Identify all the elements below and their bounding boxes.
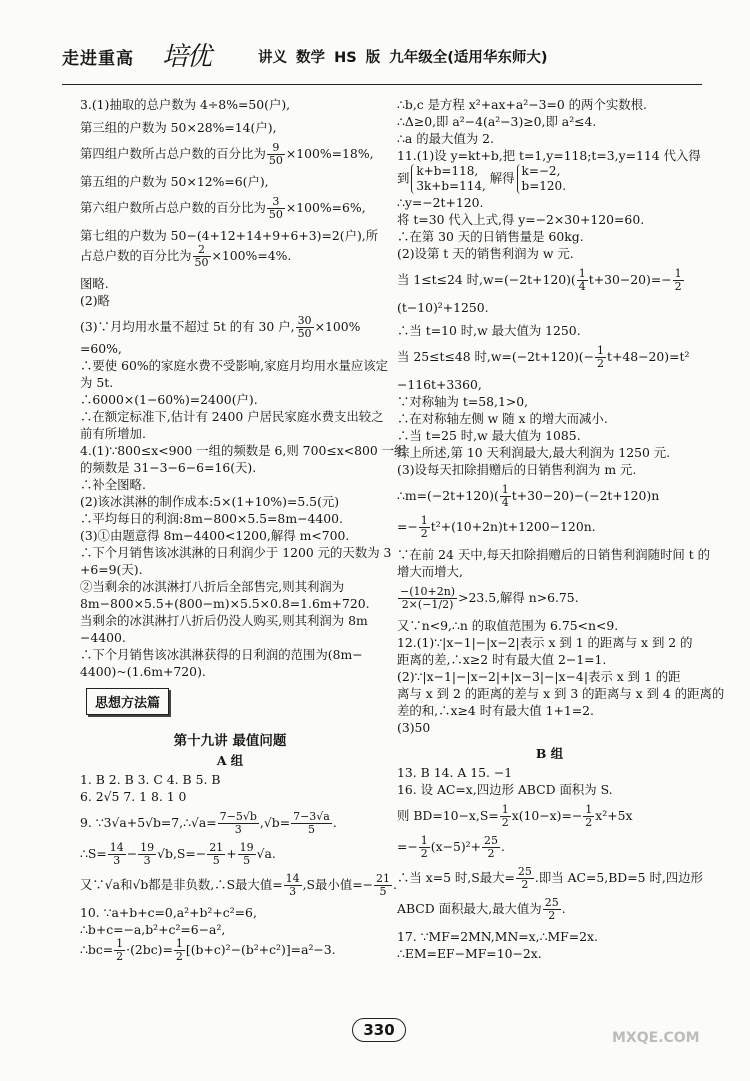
text-line: 为 5t. bbox=[80, 375, 114, 390]
text-line: (2)∵|x−1|−|x−2|+|x−3|−|x−4|表示 x 到 1 的距 bbox=[397, 669, 681, 684]
series-title: 走进重高 bbox=[62, 49, 134, 69]
text-line: ∴b+c=−a,b²+c²=6−a², bbox=[80, 922, 226, 937]
text-line: 第七组的户数为 50−(4+12+14+9+6+3)=2(户),所 bbox=[80, 228, 379, 243]
text-line: (2)略 bbox=[80, 293, 110, 308]
text-line: ∴当 t=10 时,w 最大值为 1250. bbox=[397, 323, 581, 338]
fraction: $\frac{1}{2}$ bbox=[585, 803, 593, 829]
section-heading: 思想方法篇 bbox=[86, 688, 169, 715]
text-line: 图略. bbox=[80, 276, 109, 291]
text-line: ∴EM=EF−MF=10−2x. bbox=[397, 946, 542, 961]
text-line: ∴平均每日的利润:8m−800×5.5=8m−4400. bbox=[80, 511, 343, 526]
text-line: 9. ∵3√a+5√b=7,∴√a= $\frac{7-5√b}{3}$ ,√b= $\frac{7-3√a}{5}$ . bbox=[80, 810, 337, 836]
text-line: 12.(1)∵|x−1|−|x−2|表示 x 到 1 的距离与 x 到 2 的 bbox=[397, 635, 693, 650]
book-subtitle: 讲义 数学 HS 版 九年级全(适用华东师大) bbox=[258, 50, 548, 66]
fraction: $\frac{25}{2}$ bbox=[517, 865, 532, 891]
fraction: $\frac{3}{50}$ bbox=[268, 195, 283, 221]
text-line: ∴下个月销售该冰淇淋获得的日利润的范围为(8m− bbox=[80, 647, 363, 662]
fraction: $\frac{1}{4}$ bbox=[578, 267, 586, 293]
text-line: ∴当 t=25 时,w 最大值为 1085. bbox=[397, 428, 581, 443]
fraction: $\frac{21}{5}$ bbox=[375, 872, 390, 898]
text-line: 第三组的户数为 50×28%=14(户), bbox=[80, 120, 277, 135]
text-line: 4.(1)∵800≤x<900 一组的频数是 6,则 700≤x<800 一组 bbox=[80, 443, 407, 458]
text-line: 6. 2√5 7. 1 8. 1 0 bbox=[80, 789, 187, 804]
text-line: ∴要使 60%的家庭水费不受影响,家庭月均用水量应该定 bbox=[80, 358, 389, 373]
text-line: ∴下个月销售该冰淇淋的日利润少于 1200 元的天数为 3 bbox=[80, 545, 392, 560]
text-line: 距离的差,∴x≥2 时有最大值 2−1=1. bbox=[397, 652, 607, 667]
text-line: 又∵√a和√b都是非负数,∴S最大值= $\frac{14}{3}$ ,S最小值=− $\frac{21}{5}$ . bbox=[80, 872, 397, 898]
group-b-heading: B 组 bbox=[535, 746, 564, 761]
text-line: $\frac{-(10+2n)}{2\times(-1/2)}$ >23.5,解得 n>6.75. bbox=[400, 585, 579, 611]
text-line: ∴Δ≥0,即 a²−4(a²−3)≥0,即 a²≤4. bbox=[397, 114, 597, 129]
text-line: =− $\frac{1}{2}$ t²+(10+2n)t+1200−120n. bbox=[397, 514, 596, 540]
series-logo: 培优 bbox=[162, 42, 211, 72]
fraction: $\frac{30}{50}$ bbox=[297, 314, 312, 340]
text-line: ∴6000×(1−60%)=2400(户). bbox=[80, 392, 258, 407]
text-line: ∴补全图略. bbox=[80, 477, 146, 492]
text-line: ②当剩余的冰淇淋打八折后全部售完,则其利润为 bbox=[80, 579, 345, 594]
lecture-title: 第十九讲 最值问题 bbox=[173, 733, 287, 749]
text-line: (t−10)²+1250. bbox=[397, 300, 489, 315]
fraction: $\frac{-(10+2n)}{2\times(-1/2)}$ bbox=[400, 585, 456, 611]
text-line: =60%, bbox=[80, 341, 122, 356]
text-line: 到 k+b=118, 3k+b=114, 解得 k=−2, b=120. bbox=[397, 164, 567, 193]
fraction: $\frac{1}{2}$ bbox=[116, 937, 124, 963]
text-line: ∴在额定标准下,估计有 2400 户居民家庭水费支出较之 bbox=[80, 409, 384, 424]
text-line: 当 1≤t≤24 时,w=(−2t+120)( $\frac{1}{4}$ t+30−20)=− $\frac{1}{2}$ bbox=[397, 267, 682, 293]
text-line: −4400. bbox=[80, 630, 126, 645]
text-line: 11.(1)设 y=kt+b,把 t=1,y=118;t=3,y=114 代入得 bbox=[397, 148, 701, 163]
text-line: 又∵n<9,∴n 的取值范围为 6.75<n<9. bbox=[397, 618, 619, 633]
text-line: 的频数是 31−3−6−6=16(天). bbox=[80, 460, 257, 475]
text-line: ∴m=(−2t+120)( $\frac{1}{4}$ t+30−20)−(−2t+120)n bbox=[397, 483, 660, 509]
page-number: 330 bbox=[334, 1018, 424, 1042]
text-line: (3)设每天扣除捐赠后的日销售利润为 m 元. bbox=[397, 462, 637, 477]
fraction: $\frac{1}{2}$ bbox=[420, 514, 428, 540]
text-line: 综上所述,第 10 天利润最大,最大利润为 1250 元. bbox=[397, 445, 671, 460]
text-line: ∴b,c 是方程 x²+ax+a²−3=0 的两个实数根. bbox=[397, 97, 647, 112]
text-line: 当剩余的冰淇淋打八折后仍没人购买,则其利润为 8m bbox=[80, 613, 368, 628]
text-line: 16. 设 AC=x,四边形 ABCD 面积为 S. bbox=[397, 782, 613, 797]
equation-system: k+b=118, 3k+b=114, bbox=[411, 164, 485, 194]
fraction: $\frac{14}{3}$ bbox=[285, 872, 300, 898]
text-line: 将 t=30 代入上式,得 y=−2×30+120=60. bbox=[397, 212, 645, 227]
text-line: 当 25≤t≤48 时,w=(−2t+120)(− $\frac{1}{2}$ t+48−20)=t² bbox=[397, 344, 690, 370]
text-line: 17. ∵MF=2MN,MN=x,∴MF=2x. bbox=[397, 929, 598, 944]
text-line: 前有所增加. bbox=[80, 426, 146, 441]
fraction: $\frac{9}{50}$ bbox=[268, 141, 283, 167]
text-line: (2)设第 t 天的销售利润为 w 元. bbox=[397, 246, 574, 261]
fraction: $\frac{21}{5}$ bbox=[209, 841, 224, 867]
text-line: 则 BD=10−x,S= $\frac{1}{2}$ x(10−x)=− $\frac{1}{2}$ x²+5x bbox=[397, 803, 633, 829]
text-line: 3.(1)抽取的总户数为 4÷8%=50(户), bbox=[80, 97, 291, 112]
text-line: 10. ∵a+b+c=0,a²+b²+c²=6, bbox=[80, 905, 257, 920]
text-line: ∴a 的最大值为 2. bbox=[397, 131, 494, 146]
text-line: 第四组户数所占总户数的百分比为 $\frac{9}{50}$ ×100%=18%, bbox=[80, 141, 374, 167]
text-line: =− $\frac{1}{2}$ (x−5)²+ $\frac{25}{2}$ . bbox=[397, 834, 505, 860]
fraction: $\frac{2}{50}$ bbox=[194, 243, 209, 269]
text-line: (3)50 bbox=[397, 720, 431, 735]
text-line: ∵在前 24 天中,每天扣除捐赠后的日销售利润随时间 t 的 bbox=[397, 547, 711, 562]
text-line: ABCD 面积最大,最大值为 $\frac{25}{2}$ . bbox=[397, 896, 566, 922]
equation-system: k=−2, b=120. bbox=[517, 164, 566, 194]
text-line: 13. B 14. A 15. −1 bbox=[397, 765, 513, 780]
text-line: 1. B 2. B 3. C 4. B 5. B bbox=[80, 772, 221, 787]
text-line: 差的和,∴x≥4 时有最大值 1+1=2. bbox=[397, 703, 594, 718]
text-line: 增大而增大, bbox=[397, 564, 463, 579]
fraction: $\frac{7-5√b}{3}$ bbox=[219, 810, 257, 836]
right-column bbox=[397, 96, 725, 962]
text-line: ∴在对称轴左侧 w 随 x 的增大而减小. bbox=[397, 411, 608, 426]
fraction: $\frac{1}{4}$ bbox=[501, 483, 509, 509]
text-line: (3)①由题意得 8m−4400<1200,解得 m<700. bbox=[80, 528, 350, 543]
text-line: 占总户数的百分比为 $\frac{2}{50}$ ×100%=4%. bbox=[80, 243, 292, 269]
text-line: 4400)~(1.6m+720). bbox=[80, 664, 206, 679]
fraction: $\frac{1}{2}$ bbox=[597, 344, 605, 370]
text-line: 8m−800×5.5+(800−m)×5.5×0.8=1.6m+720. bbox=[80, 596, 370, 611]
fraction: $\frac{25}{2}$ bbox=[544, 896, 559, 922]
text-line: +6=9(天). bbox=[80, 562, 143, 577]
fraction: $\frac{1}{2}$ bbox=[175, 937, 183, 963]
fraction: $\frac{1}{2}$ bbox=[674, 267, 682, 293]
text-line: 第五组的户数为 50×12%=6(户), bbox=[80, 174, 269, 189]
text-line: ∵对称轴为 t=58,1>0, bbox=[397, 394, 529, 409]
text-line: (2)该冰淇淋的制作成本:5×(1+10%)=5.5(元) bbox=[80, 494, 340, 509]
text-line: (3)∵月均用水量不超过 5t 的有 30 户, $\frac{30}{50}$ ×100% bbox=[80, 314, 361, 340]
text-line: ∴y=−2t+120. bbox=[397, 195, 484, 210]
group-a-heading: A 组 bbox=[216, 753, 244, 768]
fraction: $\frac{7-3√a}{5}$ bbox=[293, 810, 330, 836]
header-rule bbox=[62, 84, 702, 85]
fraction: $\frac{1}{2}$ bbox=[420, 834, 428, 860]
fraction: $\frac{1}{2}$ bbox=[501, 803, 509, 829]
page-header bbox=[62, 38, 702, 78]
text-line: ∴S= $\frac{14}{3}$ − $\frac{19}{3}$ √b,S=− $\frac{21}{5}$ + $\frac{19}{5}$ √a. bbox=[80, 841, 276, 867]
text-line: ∴bc= $\frac{1}{2}$ ·(2bc)= $\frac{1}{2}$ [(b+c)²−(b²+c²)]=a²−3. bbox=[80, 937, 336, 963]
text-line: ∴当 x=5 时,S最大= $\frac{25}{2}$ .即当 AC=5,BD=5 时,四边形 bbox=[397, 865, 703, 891]
left-column bbox=[80, 96, 407, 963]
text-line: 离与 x 到 2 的距离的差与 x 到 3 的距离与 x 到 4 的距离的 bbox=[397, 686, 725, 701]
text-line: 第六组户数所占总户数的百分比为 $\frac{3}{50}$ ×100%=6%, bbox=[80, 195, 366, 221]
fraction: $\frac{19}{5}$ bbox=[239, 841, 254, 867]
watermark: MXQE.COM bbox=[612, 1030, 700, 1046]
text-line: −116t+3360, bbox=[397, 377, 482, 392]
fraction: $\frac{19}{3}$ bbox=[140, 841, 155, 867]
fraction: $\frac{14}{3}$ bbox=[109, 841, 124, 867]
text-line: ∴在第 30 天的日销售量是 60kg. bbox=[397, 229, 584, 244]
fraction: $\frac{25}{2}$ bbox=[484, 834, 499, 860]
